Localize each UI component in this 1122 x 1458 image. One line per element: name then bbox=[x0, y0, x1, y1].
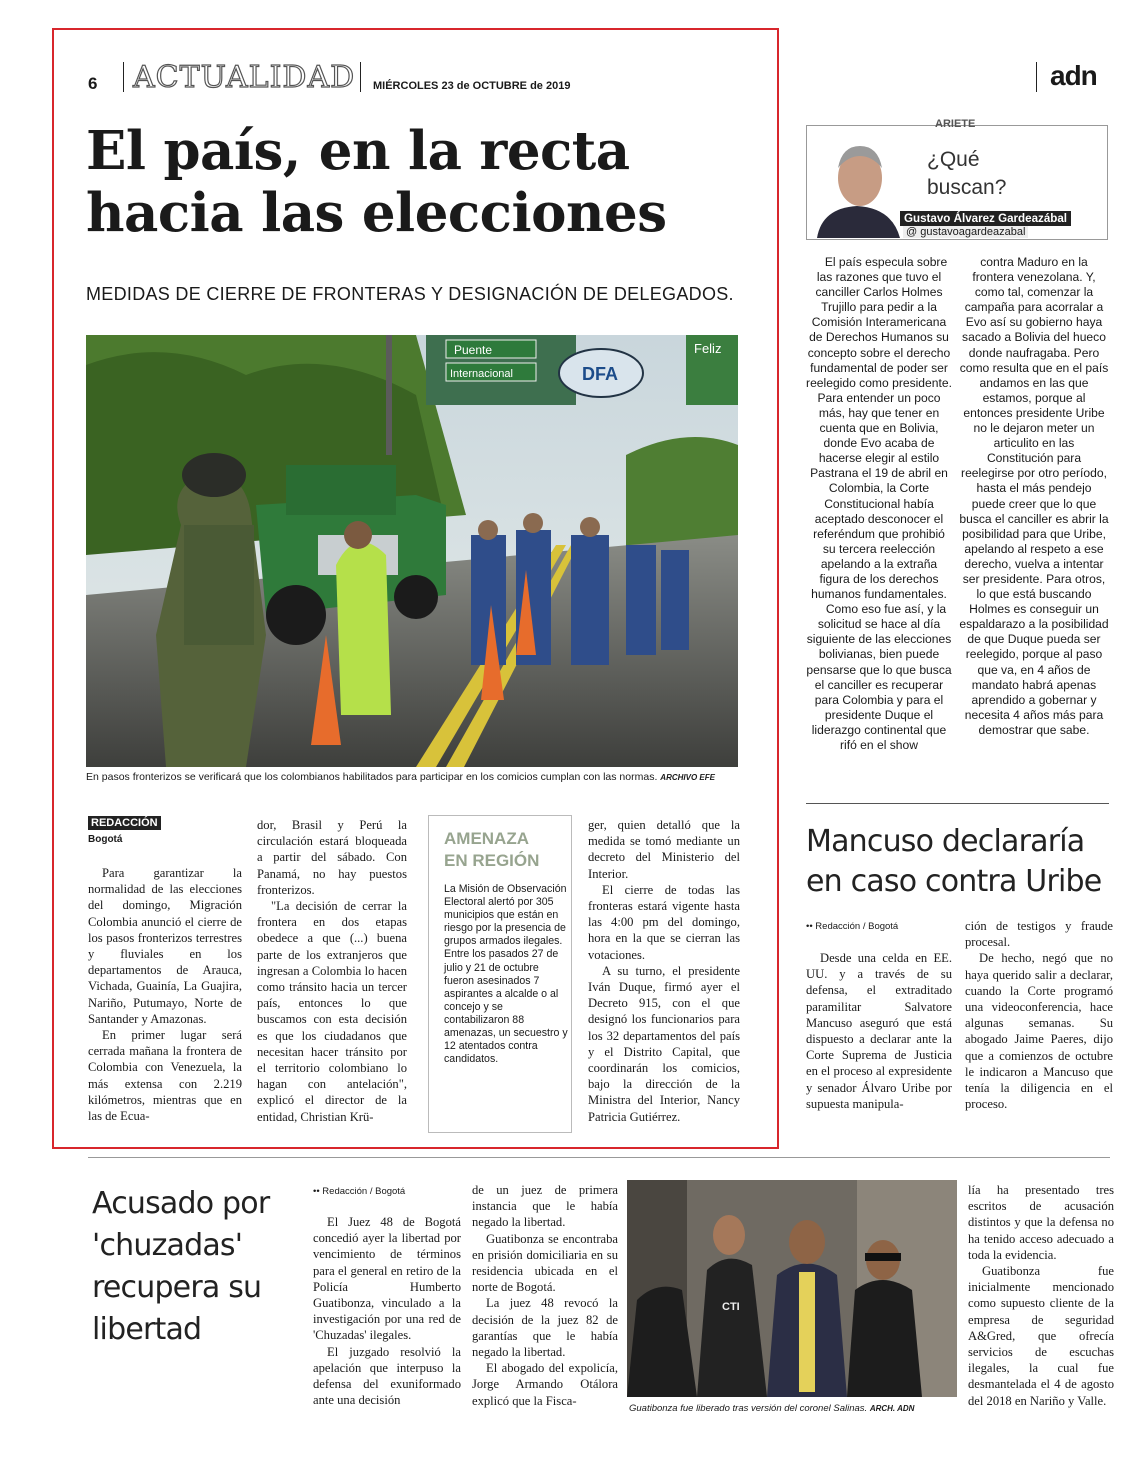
paragraph: Guatibonza se encontraba en prisión domiciliaria en su residencia ubicada en el norte de Bogotá. bbox=[472, 1231, 618, 1295]
chuzadas-column-2 bbox=[472, 1182, 618, 1409]
main-column-4 bbox=[588, 817, 740, 1125]
main-headline bbox=[86, 120, 766, 244]
mancuso-column-2 bbox=[965, 918, 1113, 1112]
header-divider bbox=[360, 62, 361, 92]
column-title bbox=[927, 146, 1006, 202]
paragraph: El Juez 48 de Bogotá concedió ayer la libertad por vencimiento de términos para el general en retiro de la Policía Humberto Guatibonza, vinculado a la investigación por una red de 'Chuzadas' ilegales. bbox=[313, 1215, 461, 1343]
paragraph: En primer lugar será cerrada mañana la frontera de Colombia con Venezuela, la más extensa con 2.219 kilómetros, mientras que en las de Ecua- bbox=[88, 1028, 242, 1124]
sign-dfa: DFA bbox=[582, 364, 618, 384]
paragraph: ción de testigos y fraude procesal. bbox=[965, 919, 1113, 950]
paragraph: Para garantizar la normalidad de las elecciones del domingo, Migración Colombia anunció el cierre de los pasos fronterizos terrestres y fluviales en los departamentos de Arauca, Vichada, Guainía, La Guajira, Nariño, Putumayo, Norte de Santander y Amazonas. bbox=[88, 866, 242, 1026]
sidebar-title-line: AMENAZA bbox=[444, 829, 529, 848]
chuzadas-column-1 bbox=[313, 1214, 461, 1408]
caption-text: Guatibonza fue liberado tras versión del coronel Salinas. bbox=[629, 1403, 868, 1414]
headline-line: hacia las elecciones bbox=[86, 182, 667, 244]
opinion-column-1 bbox=[806, 255, 952, 753]
paragraph: De hecho, negó que no haya querido salir a declarar, cuando la Corte programó una videoconferencia, hace algunas semanas. Su abogado Jaime Paeres, dijo que a comienzos de octubre le indicaron a Mancuso que tenía la diligencia en el proceso. bbox=[965, 951, 1113, 1112]
headline-line: en caso contra Uribe bbox=[806, 864, 1102, 899]
page-number: 6 bbox=[88, 74, 98, 93]
paragraph: Desde una celda en EE. UU. y a través de su defensa, el extraditado paramilitar Salvatore Mancuso aseguró que está dispuesto a declarar ante la Corte Suprema de Justicia en el proceso al expresidente y senador Álvaro Uribe por supuesta manipula- bbox=[806, 951, 952, 1111]
paragraph: "La decisión de cerrar la frontera en dos etapas obedece a que (...) buena parte de los extranjeros que ingresan a Colombia lo hacen como tránsito hacia un tercer país, entonces lo que buscamos con esta decisión es que los ciudadanos que necesitan hacer tránsito por el territorio colombiano lo hagan con antelación", explicó el director de la entidad, Christian Krü- bbox=[257, 899, 407, 1124]
paragraph: Guatibonza fue inicialmente mencionado como supuesto cliente de la empresa de seguridad A&Gred, que ofrecía servicios de escuchas ilegales, la cual fue desmantelada el 4 de agosto del 2018 en Nariño y Valle. bbox=[968, 1264, 1114, 1408]
cti-label: CTI bbox=[722, 1301, 740, 1313]
sidebar-title-line: EN REGIÓN bbox=[444, 851, 540, 870]
at-icon: @ bbox=[906, 226, 918, 238]
headline-line: recupera su bbox=[92, 1270, 262, 1305]
issue-date: MIÉRCOLES 23 de OCTUBRE de 2019 bbox=[373, 80, 571, 92]
paragraph: La juez 48 revocó la decisión de la juez 82 de garantías que le había negado la libertad. bbox=[472, 1296, 618, 1360]
section-title: ACTUALIDAD bbox=[133, 60, 356, 95]
headline-line: libertad bbox=[92, 1312, 202, 1347]
chuzadas-headline bbox=[92, 1183, 269, 1351]
column-title-line: ¿Qué bbox=[927, 148, 980, 171]
header-divider bbox=[1036, 62, 1037, 92]
bottom-divider bbox=[88, 1157, 1110, 1158]
caption-text: En pasos fronterizos se verificará que los colombianos habilitados para participar en los comicios cumplan con las normas. bbox=[86, 771, 658, 783]
chuzadas-column-4 bbox=[968, 1182, 1114, 1409]
headline-line: 'chuzadas' bbox=[92, 1228, 243, 1263]
author-handle bbox=[903, 226, 1028, 238]
paragraph: El abogado del expolicía, Jorge Armando Otálora explicó que la Fisca- bbox=[472, 1361, 618, 1408]
mancuso-column-1 bbox=[806, 950, 952, 1112]
guatibonza-photo bbox=[627, 1180, 957, 1397]
paragraph: Como eso fue así, y la solicitud se hace al día siguiente de las elecciones bolivianas, bien puede pensarse que lo que busca el canciller es recuperar para Colombia y para el presidente Duque el liderazgo continental que rifó en el show bbox=[806, 602, 952, 752]
subhead: MEDIDAS DE CIERRE DE FRONTERAS Y DESIGNACIÓN DE DELEGADOS. bbox=[86, 284, 734, 304]
photo-credit: ARCHIVO EFE bbox=[660, 773, 715, 782]
main-column-1 bbox=[88, 865, 242, 1124]
photo-illustration bbox=[627, 1180, 957, 1397]
paragraph: dor, Brasil y Perú la circulación estará bloqueada a partir del sábado. Con Panamá, no hay puestos fronterizos. bbox=[257, 818, 407, 897]
sidebar-text: La Misión de Observación Electoral alertó por 305 municipios que están en riesgo por la presencia de grupos armados ilegales. Entre los pasados 27 de julio y 21 de octubre fueron asesinados 7 aspirantes a alcalde o al concejo y se contabilizaron 88 amenazas, un secuestro y 12 atentados contra candidatos. bbox=[444, 883, 568, 1066]
headline-line: El país, en la recta bbox=[86, 120, 630, 182]
paragraph: A su turno, el presidente Iván Duque, firmó ayer el Decreto 915, con el que designó los funcionarios para los 32 departamentos del país y el Distrito Capital, que coordinarán los comicios, bajo la dirección de la Ministra del Interior, Nancy Patricia Gutiérrez. bbox=[588, 963, 740, 1124]
byline-text: Redacción / Bogotá bbox=[322, 1186, 406, 1197]
photo-credit: ARCH. ADN bbox=[869, 1404, 915, 1413]
paragraph: de un juez de primera instancia que le había negado la libertad. bbox=[472, 1183, 618, 1230]
chuzadas-caption bbox=[629, 1403, 914, 1414]
border-checkpoint-photo bbox=[86, 335, 738, 767]
header-divider bbox=[123, 62, 124, 92]
byline-text: Redacción / Bogotá bbox=[815, 921, 899, 932]
paragraph: lía ha presentado tres escritos de acusación distintos y que la defensa no ha tenido acceso adecuado a toda la evidencia. bbox=[968, 1183, 1114, 1262]
photo-illustration bbox=[86, 335, 738, 767]
paragraph: El cierre de todas las fronteras estará vigente hasta las 4:00 pm del domingo, hora en la que se cierran las votaciones. bbox=[588, 882, 740, 962]
byline-tag: REDACCIÓN bbox=[88, 816, 161, 830]
paragraph: ger, quien detalló que la medida se tomó mediante un decreto del Ministerio del Interior. bbox=[588, 818, 740, 881]
opinion-divider bbox=[806, 803, 1109, 804]
sign-feliz: Feliz bbox=[694, 341, 722, 356]
headline-line: Acusado por bbox=[92, 1186, 270, 1221]
handle-text: gustavoagardeazabal bbox=[920, 226, 1026, 238]
author-portrait bbox=[812, 128, 902, 238]
mancuso-headline bbox=[806, 822, 1101, 902]
column-title-line: buscan? bbox=[927, 176, 1007, 199]
column-name: ARIETE bbox=[935, 118, 976, 130]
chuzadas-byline: •• Redacción / Bogotá bbox=[313, 1186, 406, 1197]
photo-caption bbox=[86, 771, 746, 783]
mancuso-byline: •• Redacción / Bogotá bbox=[806, 921, 899, 932]
sign-internacional: Internacional bbox=[450, 368, 513, 380]
sign-puente: Puente bbox=[454, 343, 493, 357]
author-name: Gustavo Álvarez Gardeazábal bbox=[900, 211, 1071, 226]
adn-logo: adn bbox=[1050, 60, 1097, 91]
portrait-illustration bbox=[812, 128, 902, 238]
paragraph: contra Maduro en la frontera venezolana. Y, como tal, comenzar la campaña para acorralar a Evo así su gobierno haya sacado a Bolivia del hueco donde naufragaba. Pero como resulta que en el país andamos en las que estamos, porque al entonces presidente Uribe no le dejaron meter un articulito en las Constitución para reelegirse por otro período, hasta el más pendejo puede creer que lo que busca el canciller es abrir la posibilidad para que Uribe, apelando al respeto a ese derecho, vuelva a intentar ser presidente. Para otros, lo que está buscando Holmes es conseguir un espaldarazo a la posibilidad de que Duque pueda ser reelegido, porque al paso que va, en 4 años de mandato habrá apenas aprendido a gobernar y necesita 4 años más para demostrar que sabe. bbox=[959, 255, 1109, 737]
paragraph: El juzgado resolvió la apelación que interpuso la defensa del exuniformado ante una decisión bbox=[313, 1344, 461, 1408]
opinion-column-2 bbox=[959, 255, 1109, 738]
byline-city: Bogotá bbox=[88, 834, 123, 845]
paragraph: El país especula sobre las razones que tuvo el canciller Carlos Holmes Trujillo para pedir a la Comisión Interamericana de Derechos Humanos su concepto sobre el derecho fundamental de poder ser reelegido como presidente. Para entender un poco más, hay que tener en cuenta que en Bolivia, donde Evo acaba de hacerse elegir al estilo Pastrana el 19 de abril en Colombia, la Corte Constitucional había aceptado desconocer el referéndum que prohibió su tercera reelección apelando a la extraña figura de los derechos humanos fundamentales. bbox=[806, 255, 952, 602]
main-column-2 bbox=[257, 817, 407, 1125]
headline-line: Mancuso declararía bbox=[806, 824, 1085, 859]
sidebar-title bbox=[444, 828, 539, 872]
